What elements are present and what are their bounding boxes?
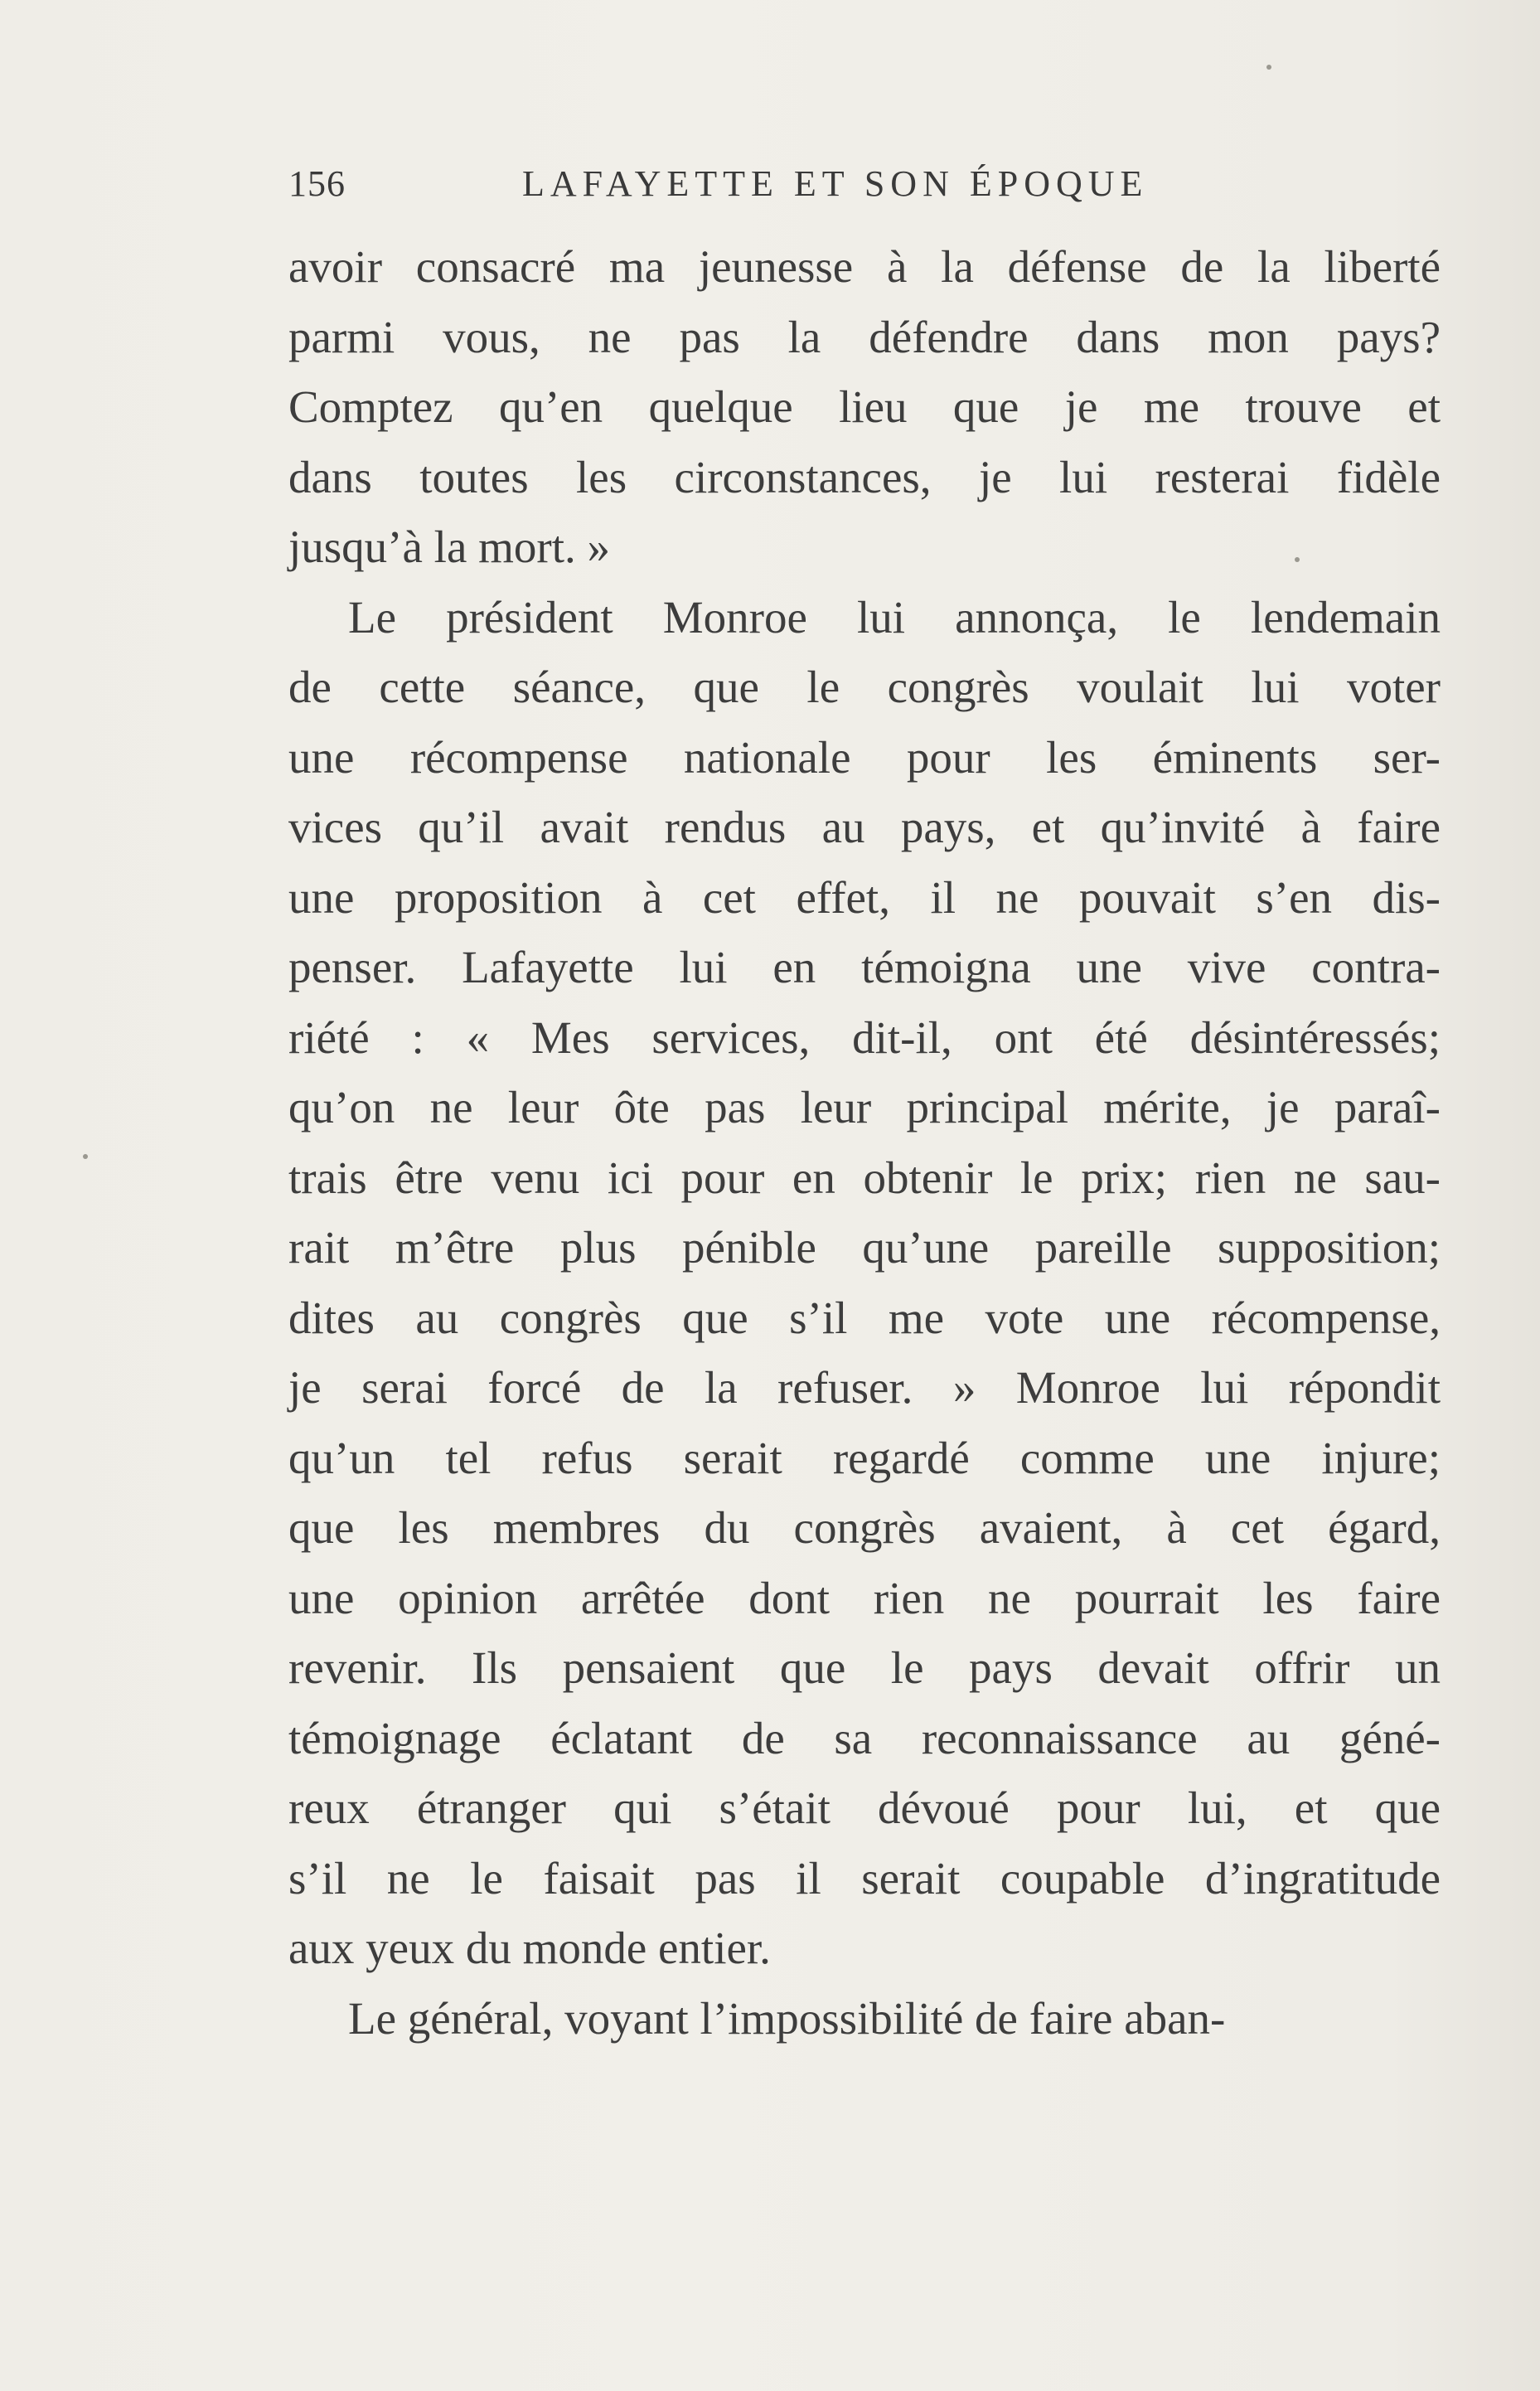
text-line: qu’un tel refus serait regardé comme une injure; xyxy=(288,1432,1441,1483)
body-text xyxy=(288,232,1441,2054)
text-line: s’il ne le faisait pas il serait coupable d’ingratitude xyxy=(288,1852,1441,1904)
page-number: 156 xyxy=(288,163,346,204)
text-line: rait m’être plus pénible qu’une pareille supposition; xyxy=(288,1222,1441,1273)
text-line: vices qu’il avait rendus au pays, et qu’invité à faire xyxy=(288,802,1441,852)
text-line: penser. Lafayette lui en témoigna une vive contra- xyxy=(288,942,1441,992)
page-header xyxy=(288,162,1432,221)
text-line: revenir. Ils pensaient que le pays devait offrir un xyxy=(288,1642,1441,1693)
running-title: LAFAYETTE ET SON ÉPOQUE xyxy=(522,163,1149,204)
text-line: Le président Monroe lui annonça, le lendemain xyxy=(348,591,1441,643)
paper-speck xyxy=(1266,65,1271,70)
text-line: dans toutes les circonstances, je lui resterai fidèle xyxy=(288,451,1441,502)
paragraph xyxy=(288,232,1441,583)
text-line: parmi vous, ne pas la défendre dans mon pays? xyxy=(288,311,1441,362)
text-line: avoir consacré ma jeunesse à la défense de la liberté xyxy=(288,241,1441,292)
text-line: une proposition à cet effet, il ne pouvait s’en dis- xyxy=(288,871,1441,923)
text-line: Comptez qu’en quelque lieu que je me trouve et xyxy=(288,381,1441,432)
text-line: riété : « Mes services, dit-il, ont été désintéressés; xyxy=(288,1011,1441,1063)
text-line: reux étranger qui s’était dévoué pour lui, et que xyxy=(288,1782,1441,1833)
text-line: aux yeux du monde entier. xyxy=(288,1923,771,1973)
text-line: qu’on ne leur ôte pas leur principal mérite, je paraî- xyxy=(288,1082,1441,1132)
text-line: de cette séance, que le congrès voulait lui voter xyxy=(288,662,1441,712)
paragraph xyxy=(288,583,1441,1984)
text-line: une récompense nationale pour les éminents ser- xyxy=(288,731,1441,783)
text-line: témoignage éclatant de sa reconnaissance au géné- xyxy=(288,1712,1441,1763)
text-line: une opinion arrêtée dont rien ne pourrait les faire xyxy=(288,1572,1441,1623)
paper-speck xyxy=(83,1154,88,1159)
text-line: je serai forcé de la refuser. » Monroe lui répondit xyxy=(288,1362,1441,1413)
text-line: Le général, voyant l’impossibilité de faire aban- xyxy=(348,1992,1226,2044)
text-line: que les membres du congrès avaient, à cet égard, xyxy=(288,1502,1441,1553)
text-line: dites au congrès que s’il me vote une récompense, xyxy=(288,1292,1441,1343)
paragraph xyxy=(288,1984,1441,2054)
text-line: jusqu’à la mort. » xyxy=(288,521,610,572)
text-line: trais être venu ici pour en obtenir le prix; rien ne sau- xyxy=(288,1152,1441,1203)
